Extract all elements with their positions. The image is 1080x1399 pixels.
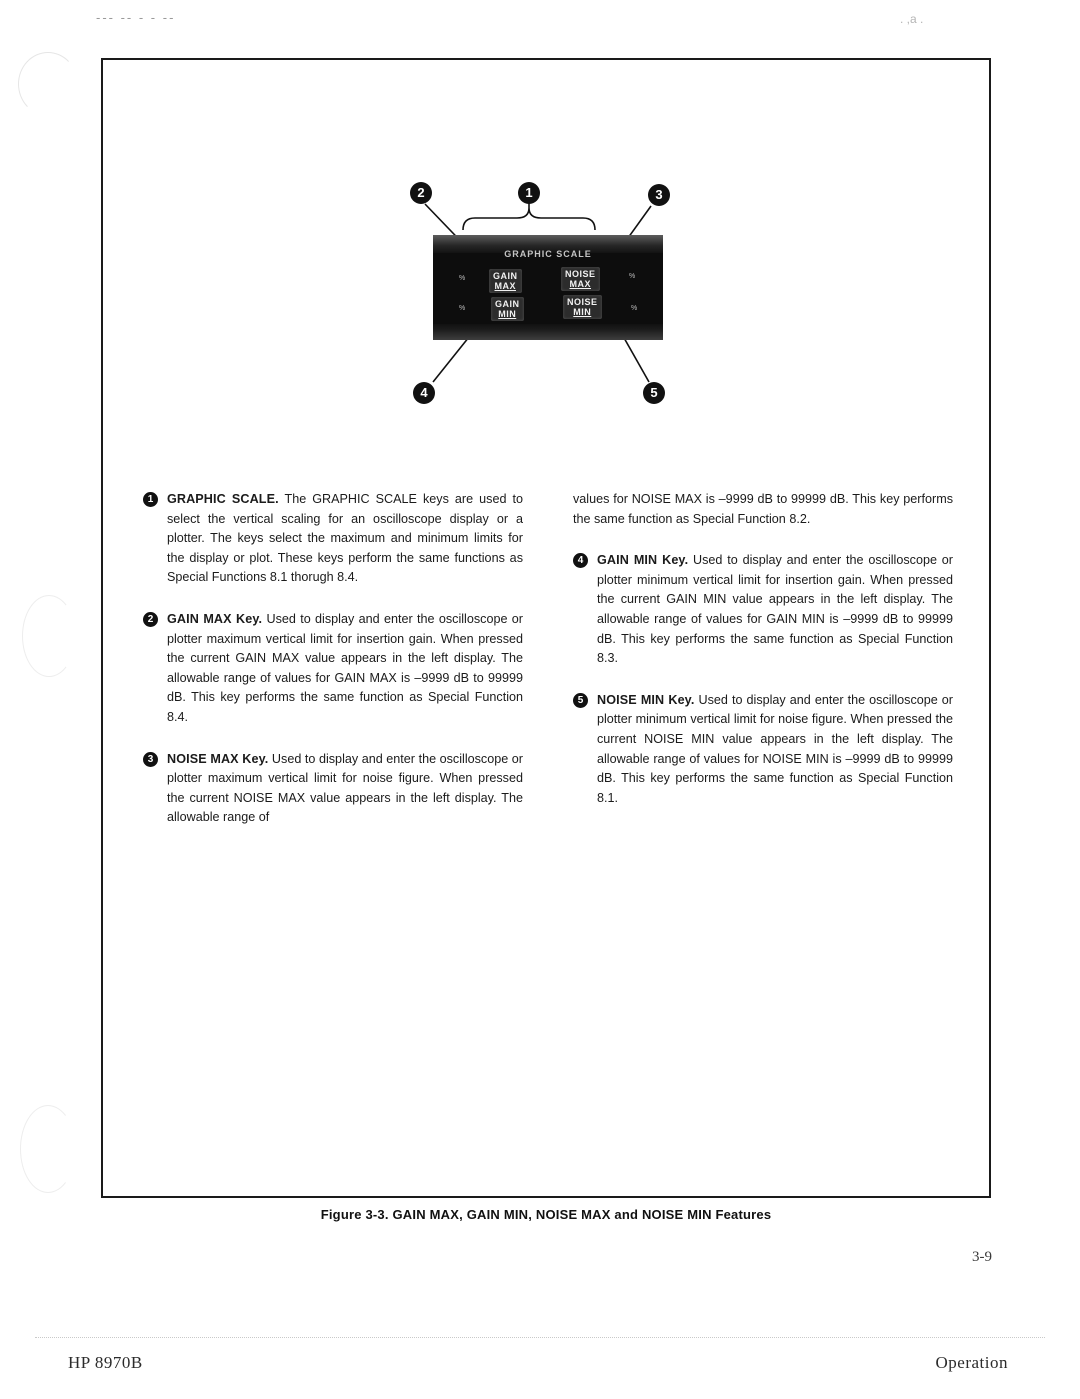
- item-number: 5: [573, 693, 588, 708]
- page-border: [101, 58, 991, 1198]
- graphic-scale-label: GRAPHIC SCALE: [504, 249, 592, 259]
- panel-corner-mark: %: [459, 275, 466, 282]
- item-body: [573, 691, 953, 809]
- right-column: [573, 490, 953, 830]
- callout-marker-2: 2: [410, 182, 432, 204]
- item-noise-max-key-continued: [573, 490, 953, 529]
- item-text: Used to display and enter the oscilloscope or plotter maximum vertical limit for insertion gain. When pressed the current GAIN MAX value appears in the left display. The allowable range of values for GAIN MAX is –9999 dB to 99999 dB. This key performs the same function as Special Function 8.4.: [167, 611, 523, 724]
- scan-artifact: [22, 595, 76, 677]
- top-scan-artifact-left: --- -- - - --: [96, 10, 176, 20]
- panel-corner-mark: %: [459, 305, 466, 312]
- item-body: [573, 551, 953, 669]
- gain-max-key-line1: GAIN: [493, 271, 518, 281]
- noise-max-key[interactable]: [561, 267, 600, 291]
- noise-min-key[interactable]: [563, 295, 602, 319]
- gain-min-key-line1: GAIN: [495, 299, 520, 309]
- scan-artifact: [18, 52, 78, 116]
- item-text: Used to display and enter the oscilloscope or plotter maximum vertical limit for noise figure. When pressed the current NOISE MAX value appears in the left display. The allowable range of: [167, 751, 523, 825]
- callout-marker-4: 4: [413, 382, 435, 404]
- item-text: The GRAPHIC SCALE keys are used to select the vertical scaling for an oscilloscope display or a plotter. The keys select the maximum and minimum limits for the display or plot. These keys perform the same functions as Special Functions 8.1 thorugh 8.4.: [167, 492, 524, 585]
- page-number: 3-9: [972, 1249, 992, 1265]
- item-body: [573, 490, 953, 529]
- item-body: [143, 490, 523, 588]
- scan-artifact: [20, 1105, 76, 1193]
- instrument-panel-photo: [433, 235, 663, 340]
- noise-min-key-line1: NOISE: [567, 297, 598, 307]
- item-number: 2: [143, 612, 158, 627]
- callout-marker-1: 1: [518, 182, 540, 204]
- item-lead: GAIN MIN Key.: [597, 553, 689, 568]
- item-body: [143, 610, 523, 728]
- left-column: [143, 490, 523, 850]
- panel-corner-mark: %: [629, 273, 636, 280]
- figure-illustration: [103, 60, 993, 460]
- item-number: 4: [573, 553, 588, 568]
- item-lead: GAIN MAX Key.: [167, 611, 263, 626]
- panel-glare-bottom: [433, 324, 663, 340]
- gain-max-key-line2: MAX: [494, 281, 516, 291]
- noise-min-key-line2: MIN: [573, 307, 592, 317]
- item-text: values for NOISE MAX is –9999 dB to 99999 dB. This key performs the same function as Special Function 8.2.: [573, 492, 953, 526]
- panel-corner-mark: %: [631, 305, 638, 312]
- callout-marker-3: 3: [648, 184, 670, 206]
- gain-min-key-line2: MIN: [498, 309, 517, 319]
- figure-caption: Figure 3-3. GAIN MAX, GAIN MIN, NOISE MAX and NOISE MIN Features: [320, 1207, 772, 1222]
- item-noise-max-key: [143, 750, 523, 828]
- footer-divider: [35, 1337, 1045, 1338]
- item-lead: NOISE MAX Key.: [167, 751, 269, 766]
- item-body: [143, 750, 523, 828]
- item-text: Used to display and enter the oscilloscope or plotter minimum vertical limit for noise figure. When pressed the current NOISE MIN value appears in the left display. The allowable range of values for NOISE MIN is –9999 dB to 99999 dB. This key performs the same function as Special Function 8.1.: [597, 692, 953, 805]
- footer-section: Operation: [935, 1353, 1008, 1372]
- footer-model: HP 8970B: [68, 1353, 143, 1372]
- item-lead: NOISE MIN Key.: [597, 692, 695, 707]
- item-lead: GRAPHIC SCALE.: [167, 492, 279, 506]
- item-noise-min-key: [573, 691, 953, 809]
- item-gain-min-key: [573, 551, 953, 669]
- item-gain-max-key: [143, 610, 523, 728]
- noise-max-key-line1: NOISE: [565, 269, 596, 279]
- noise-max-key-line2: MAX: [569, 279, 591, 289]
- top-scan-artifact-right: . ,a .: [900, 12, 924, 26]
- gain-max-key[interactable]: [489, 269, 522, 293]
- callout-marker-5: 5: [643, 382, 665, 404]
- item-text: Used to display and enter the oscilloscope or plotter minimum vertical limit for insertion gain. When pressed the current GAIN MIN value appears in the left display. The allowable range of values for GAIN MIN is –9999 dB to 99999 dB. This key performs the same function as Special Function 8.3.: [597, 553, 953, 666]
- item-number: 1: [143, 492, 158, 507]
- item-number: 3: [143, 752, 158, 767]
- gain-min-key[interactable]: [491, 297, 524, 321]
- item-graphic-scale: [143, 490, 523, 588]
